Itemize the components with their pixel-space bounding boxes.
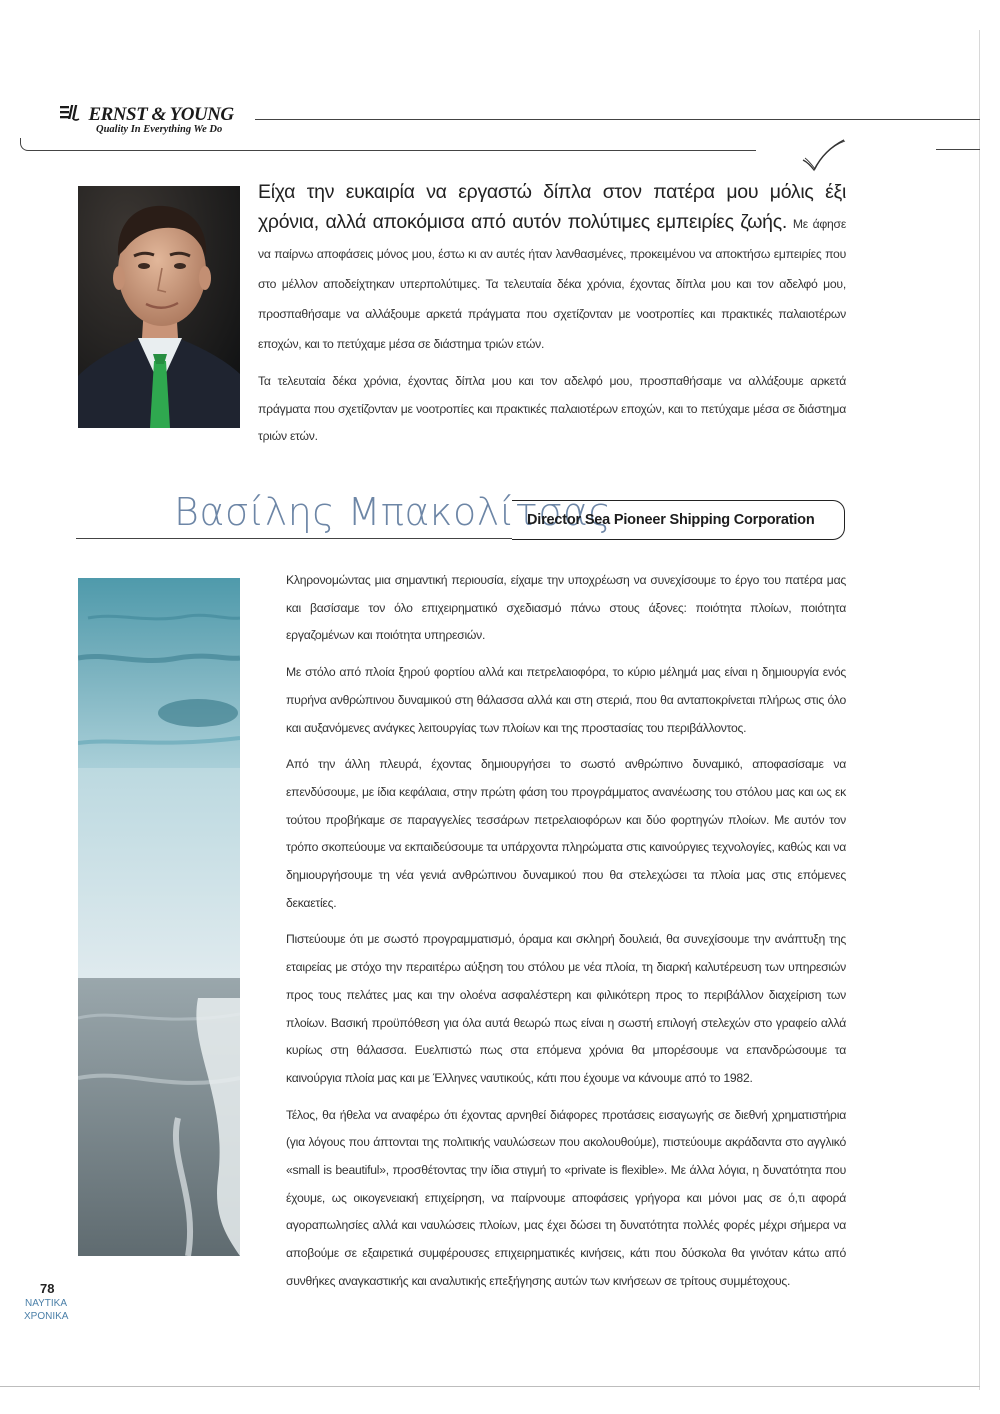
- intro-text: [258, 178, 846, 460]
- sea-photo-strip: [78, 578, 240, 1256]
- publication-line-1: ΝΑΥΤΙΚΑ: [24, 1298, 68, 1309]
- intro-paragraph-2: Τα τελευταία δέκα χρόνια, έχοντας δίπλα μου και τον αδελφό μου, προσπαθήσαμε να αλλάξουμε αρκετά πράγματα που σχετίζονταν με νοοτροπίες και πρακτικές παλαιοτέρων εποχών, και το πετύχαμε μέσα σε διάστημα τριών ετών.: [258, 374, 846, 444]
- intro-lead: Είχα την ευκαιρία να εργαστώ δίπλα στον πατέρα μου μόλις έξι χρόνια, αλλά αποκόμισα από αυτόν πολύτιμες εμπειρίες ζωής.: [258, 181, 846, 233]
- body-paragraph-1: Κληρονομώντας μια σημαντική περιουσία, είχαμε την υποχρέωση να συνεχίσουμε το έργο του πατέρα μας και βασίσαμε τον όλο επιχειρηματικό σχεδιασμό πάνω στους άξονες: ποιότητα πλοίων, ποιότητα εργαζομένων και ποιότητα υπηρεσιών.: [286, 573, 846, 643]
- brand-name: ERNST & YOUNG: [88, 104, 234, 125]
- ernst-young-logo: [60, 104, 240, 135]
- portrait-photo: [78, 186, 240, 428]
- name-underline: [76, 538, 512, 539]
- ey-logo-icon: [60, 105, 84, 126]
- article-body: [286, 567, 846, 1305]
- person-role: Director Sea Pioneer Shipping Corporation: [527, 512, 815, 528]
- footer-rule: [0, 1386, 980, 1387]
- checkmark-icon: [800, 138, 848, 179]
- brand-tagline: Quality In Everything We Do: [96, 124, 223, 135]
- body-paragraph-2: Με στόλο από πλοία ξηρού φορτίου αλλά και πετρελαιοφόρα, το κύριο μέλημά μας είναι η δημιουργία ενός πυρήνα ανθρώπινου δυναμικού στη θάλασσα αλλά και στη στεριά, που θα ανταποκρίνεται πλήρως στις όλο και αυξανόμενες ανάγκες λειτουργίας των πλοίων και της προστασίας του περιβάλλοντος.: [286, 665, 846, 735]
- page-edge-line: [979, 30, 980, 1390]
- header-rule-right: [936, 149, 980, 150]
- body-paragraph-3: Από την άλλη πλευρά, έχοντας δημιουργήσει το σωστό ανθρώπινο δυναμικό, αποφασίσαμε να επενδύσουμε, με ίδια κεφάλαια, στην πρώτη φάση του προγράμματος ανανέωσης του στόλου μας και ως εκ τούτου προβήκαμε σε παραγγελίες τεσσάρων πετρελαιοφόρων και δύο φορτηγών πλοίων. Με αυτόν τον τρόπο σκοπεύουμε να εκπαιδεύσουμε τα υπάρχοντα πληρώματα στις καινούργιες τεχνολογίες, καθώς και να δημιουργήσουμε τη νέα γενιά ανθρώπινου δυναμικού που θα στελεχώσει τα πλοία μας στις επόμενες δεκαετίες.: [286, 757, 846, 910]
- publication-name: [24, 1297, 68, 1323]
- publication-line-2: ΧΡΟΝΙΚΑ: [24, 1311, 69, 1322]
- body-paragraph-4: Πιστεύουμε ότι με σωστό προγραμματισμό, όραμα και σκληρή δουλειά, θα συνεχίσουμε την ανάπτυξη της εταιρείας με στόχο την περαιτέρω αύξηση του στόλου με νέα πλοία, τη διαρκή καλυτέρευση των υπηρεσιών προς τους πελάτες μας και την ολοένα ασφαλέστερη και φιλικότερη προς το περιβάλλον διαχείριση των πλοίων. Βασική προϋπόθεση για όλα αυτά θεωρώ πως είναι η σωστή επιλογή στελεχών στο γραφείο αλλά κυρίως στη θάλασσα. Ευελπιστώ πως στα επόμενα χρόνια θα μπορέσουμε να επανδρώσουμε τα καινούργια πλοία μας και με Έλληνες ναυτικούς, κάτι που έχουμε να κάνουμε από το 1982.: [286, 932, 846, 1085]
- intro-lead-rest: Με άφησε να παίρνω αποφάσεις μόνος μου, έστω κι αν αυτές ήταν λανθασμένες, προκειμένου να αποκτήσω εμπειρίες που στο μέλλον αποδείχτηκαν υπερπολύτιμες. Τα τελευταία δέκα χρόνια, έχοντας δίπλα μου και τον αδελφό μου, προσπαθήσαμε να αλλάξουμε αρκετά πράγματα που σχετίζονταν με νοοτροπίες και πρακτικές παλαιοτέρων εποχών, και το πετύχαμε μέσα σε διάστημα τριών ετών.: [258, 217, 847, 351]
- header-rule-top: [255, 119, 980, 120]
- body-paragraph-5: Τέλος, θα ήθελα να αναφέρω ότι έχοντας αρνηθεί διάφορες προτάσεις εισαγωγής σε διεθνή χρηματιστήρια (για λόγους που άπτονται της πολιτικής ναυλώσεων που ακολουθούμε), πιστεύουμε ακράδαντα στο αγγλικό «small is beautiful», προσθέτοντας την ίδια στιγμή το «private is flexible». Με άλλα λόγια, η δυνατότητα που έχουμε, ως οικογενειακή επιχείρηση, να παίρνουμε αποφάσεις γρήγορα και μόνοι μας σε ό,τι αφορά αγοραπωλησίες αλλά και ναυλώσεις πλοίων, μας έχει δώσει τη δυνατότητα πολλές φορές μέχρι σήμερα να αποβούμε σε εξαιρετικά συμφέρουσες επιχειρηματικές κινήσεις, κάτι που δύσκολα θα γινόταν κάτω από συνθήκες αναγκαστικής και αναλυτικής επεξήγησης αυτών των κινήσεων σε τρίτους συμμέτοχους.: [286, 1107, 846, 1288]
- person-name: Βασίλης Μπακολίτσας: [174, 490, 612, 534]
- header-rule-bracket: [20, 138, 756, 151]
- page-number: 78: [40, 1281, 55, 1296]
